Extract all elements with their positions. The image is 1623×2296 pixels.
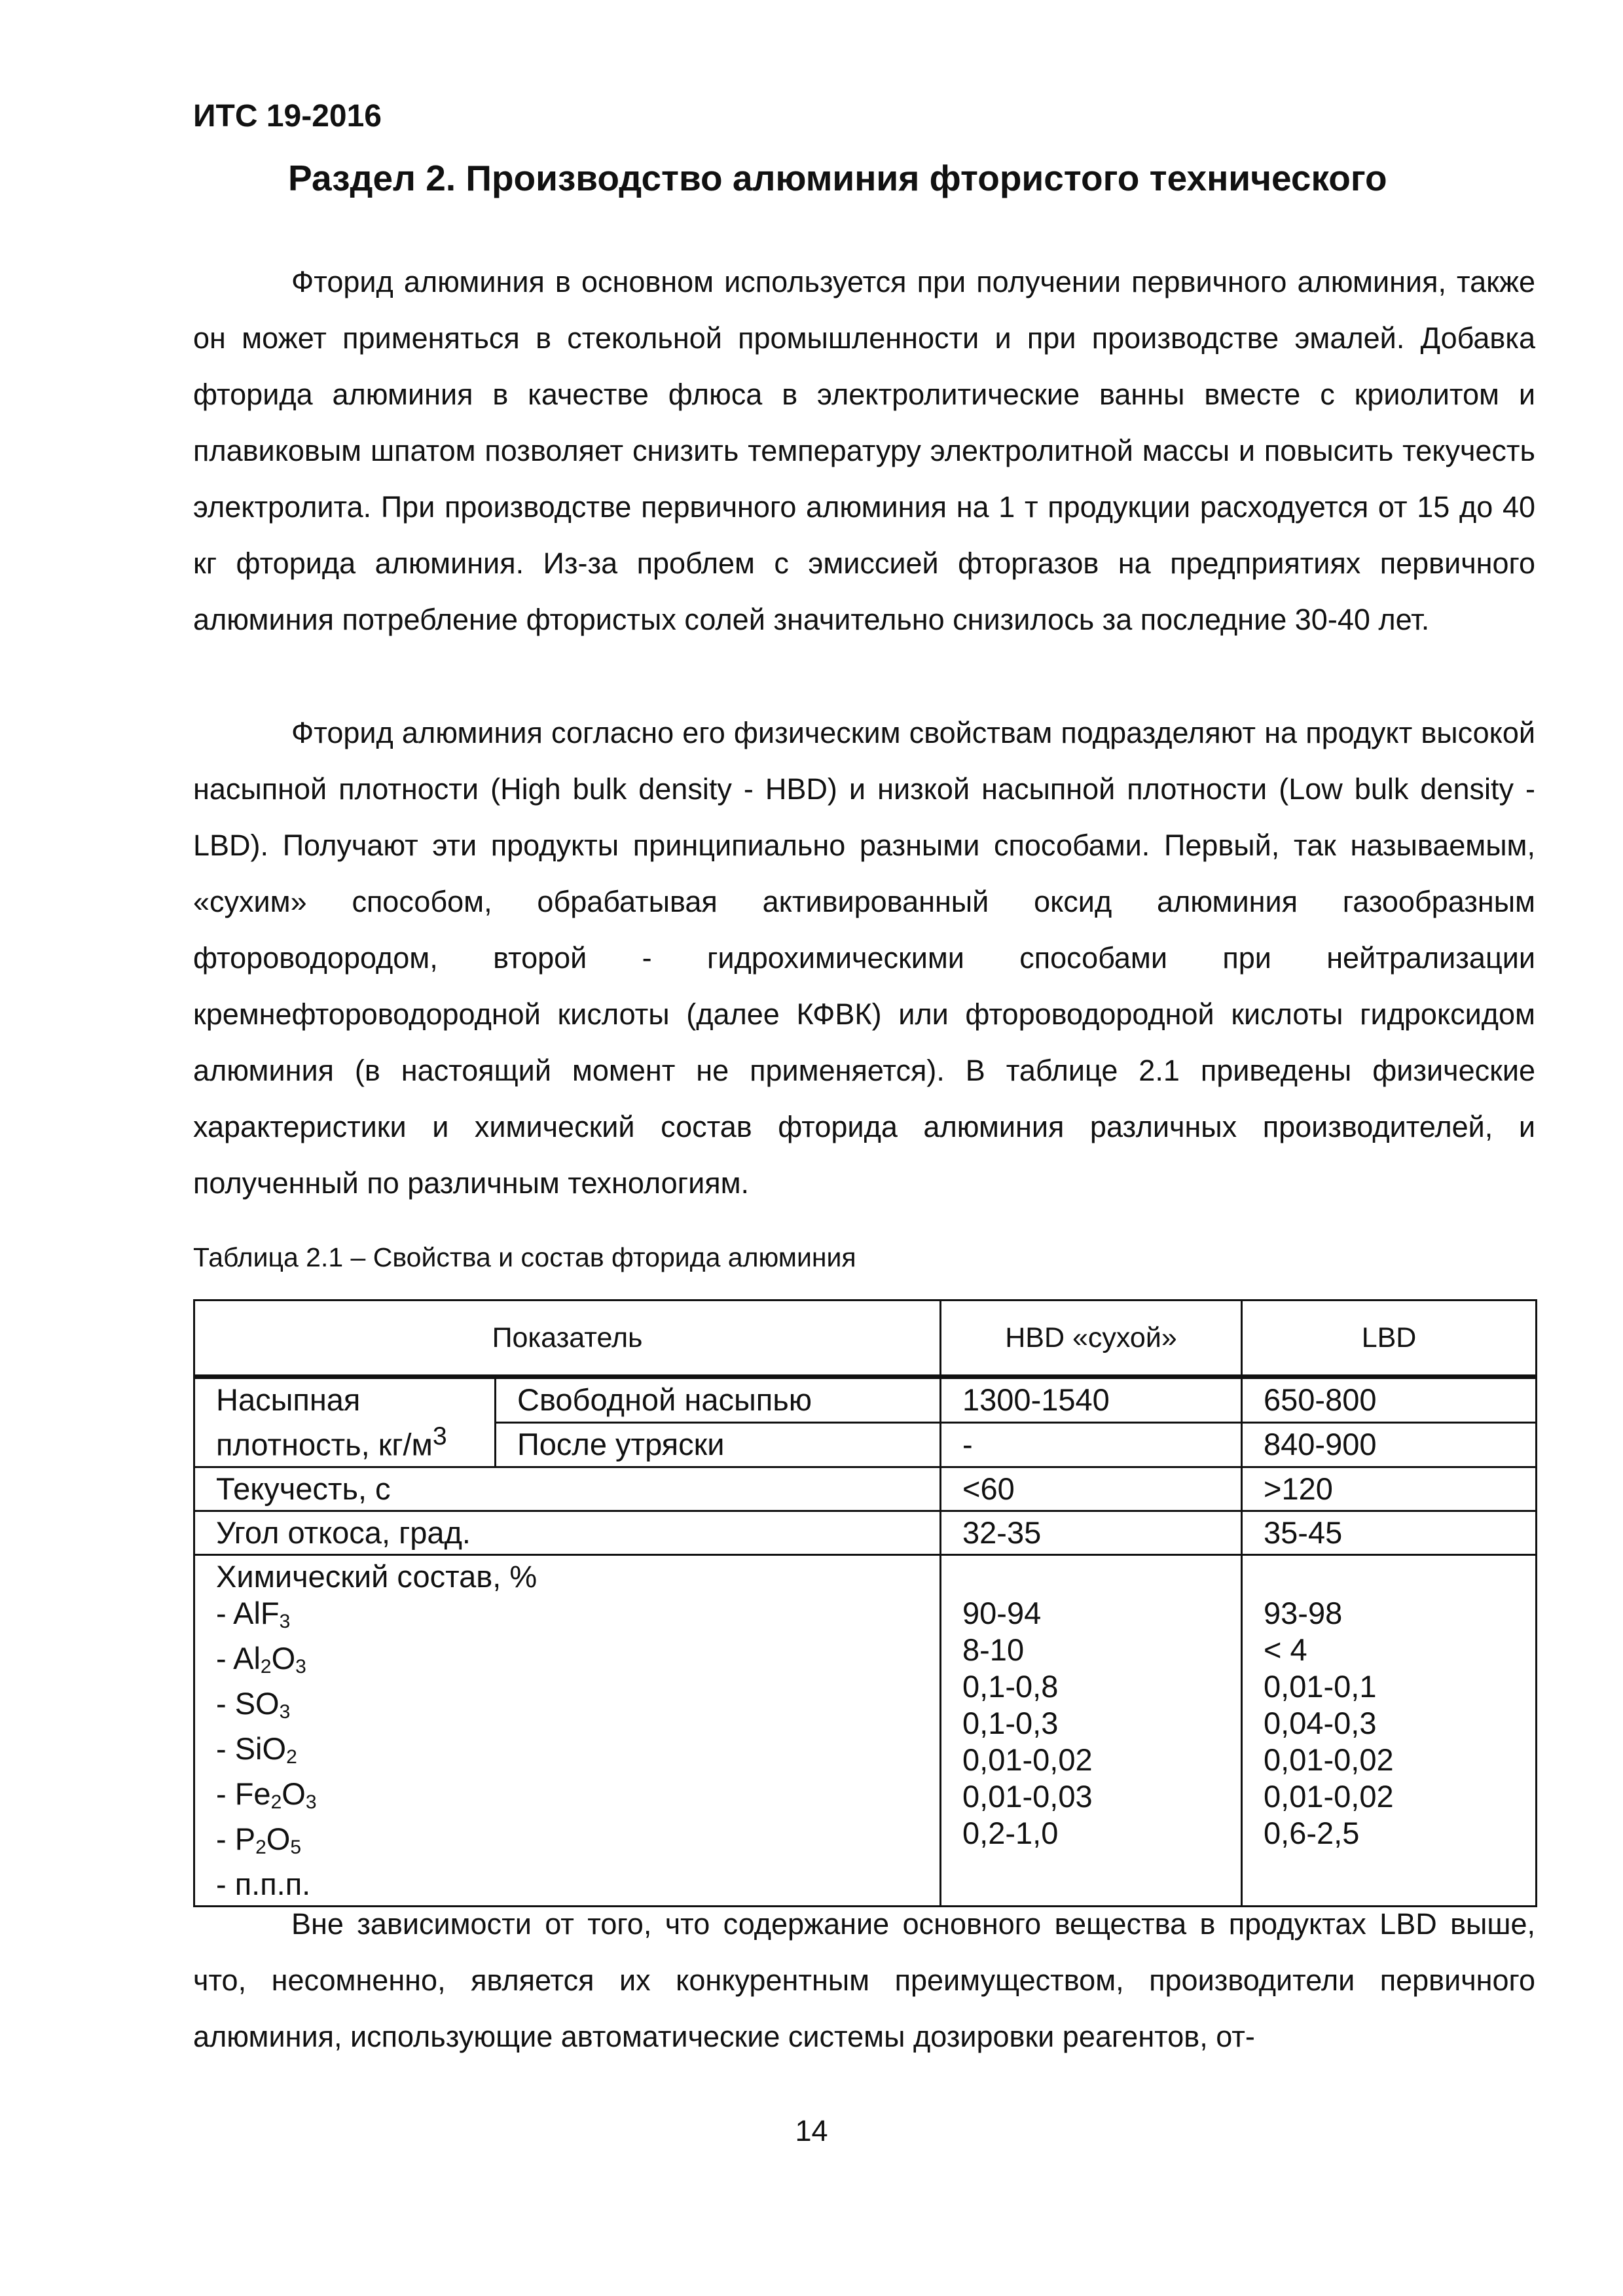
chem-lbd-alf3: 93-98 — [1264, 1595, 1343, 1630]
properties-table — [193, 1299, 1537, 1907]
header-lbd: LBD — [1242, 1300, 1537, 1377]
density-unit-exponent: 3 — [432, 1422, 447, 1450]
chem-hbd-fe2o3: 0,01-0,02 — [962, 1742, 1093, 1777]
chem-lbd-al2o3: < 4 — [1264, 1632, 1307, 1667]
density-label — [194, 1377, 496, 1467]
paragraph-lbd-advantage: Вне зависимости от того, что содержание основного вещества в продуктах LBD выше, что, несомненно, является их конкурентным преимуществом, производители первичного алюминия, использующие автоматические системы дозировки реагентов, от- — [193, 1907, 1535, 2053]
chem-hbd-alf3: 90-94 — [962, 1595, 1042, 1630]
table-row — [194, 1554, 1537, 1906]
density-free-label: Свободной насыпью — [496, 1377, 941, 1423]
density-tapped-hbd: - — [941, 1422, 1242, 1467]
chem-name-al2o3: - $Al_2O_3$ — [216, 1640, 306, 1677]
chem-hbd-ppp: 0,2-1,0 — [962, 1815, 1059, 1850]
chem-name-fe2o3: - $Fe_2O_3$ — [216, 1776, 317, 1813]
table-row — [194, 1467, 1537, 1511]
chemistry-label: Химический состав, % — [216, 1558, 538, 1594]
header-hbd: HBD «сухой» — [941, 1300, 1242, 1377]
chem-name-sio2: - SiO$_2$ — [216, 1731, 297, 1768]
chem-name-alf3: - AlF$_3$ — [216, 1595, 291, 1632]
fluidity-hbd: <60 — [941, 1467, 1242, 1511]
angle-hbd: 32-35 — [941, 1511, 1242, 1554]
chem-name-p2o5: - $P_2O_5$ — [216, 1821, 301, 1858]
chem-hbd-so3: 0,1-0,8 — [962, 1668, 1059, 1704]
fluidity-lbd: >120 — [1242, 1467, 1537, 1511]
chem-hbd-sio2: 0,1-0,3 — [962, 1705, 1059, 1740]
chem-hbd-p2o5: 0,01-0,03 — [962, 1778, 1093, 1814]
chem-lbd-p2o5: 0,01-0,02 — [1264, 1778, 1394, 1814]
table-caption: Таблица 2.1 – Свойства и состав фторида алюминия — [193, 1242, 856, 1272]
table-header-row — [194, 1300, 1537, 1377]
chemistry-lbd-values — [1242, 1554, 1537, 1906]
chem-hbd-al2o3: 8-10 — [962, 1632, 1025, 1667]
chem-name-ppp: - п.п.п. — [216, 1866, 311, 1901]
chemistry-labels — [194, 1554, 941, 1906]
density-label-text: Насыпная плотность, кг/м — [216, 1382, 433, 1462]
chem-name-so3: - $SO_3$ — [216, 1685, 291, 1723]
table-row — [194, 1377, 1537, 1423]
density-free-lbd: 650-800 — [1242, 1377, 1537, 1423]
density-free-hbd: 1300-1540 — [941, 1377, 1242, 1423]
angle-lbd: 35-45 — [1242, 1511, 1537, 1554]
paragraph-hbd-lbd-description: Фторид алюминия согласно его физическим свойствам подразделяют на продукт высокой насыпной плотности (High bulk density - HBD) и низкой насыпной плотности (Low bulk density - LBD). Получают эти продукты принципиально разными способами. Первый, так называемым, «сухим» способом, обрабатывая активированный оксид алюминия газообразным фтороводородом, второй - гидрохимическими способами при нейтрализации кремнефтороводородной кислоты (далее КФВК) или фтороводородной кислоты гидроксидом алюминия (в настоящий момент не применяется). В таблице 2.1 приведены физические характеристики и химический состав фторида алюминия различных производителей, и полученный по различным технологиям. — [193, 716, 1535, 1200]
density-tapped-label: После утряски — [496, 1422, 941, 1467]
page-number: 14 — [795, 2114, 828, 2147]
header-indicator: Показатель — [194, 1300, 941, 1377]
chem-lbd-ppp: 0,6-2,5 — [1264, 1815, 1360, 1850]
table-row — [194, 1511, 1537, 1554]
paragraph-aluminium-fluoride-usage: Фторид алюминия в основном используется при получении первичного алюминия, также он может применяться в стекольной промышленности и при производстве эмалей. Добавка фторида алюминия в качестве флюса в электролитические ванны вместе с криолитом и плавиковым шпатом позволяет снизить температуру электролитной массы и повысить текучесть электролита. При производстве первичного алюминия на 1 т продукции расходуется от 15 до 40 кг фторида алюминия. Из-за проблем с эмиссией фторгазов на предприятиях первичного алюминия потребление фтористых солей значительно снизилось за последние 30-40 лет. — [193, 265, 1535, 636]
fluidity-label: Текучесть, с — [194, 1467, 941, 1511]
chemistry-hbd-values — [941, 1554, 1242, 1906]
section-title: Раздел 2. Производство алюминия фтористого технического — [288, 158, 1387, 198]
chem-lbd-fe2o3: 0,01-0,02 — [1264, 1742, 1394, 1777]
chem-lbd-so3: 0,01-0,1 — [1264, 1668, 1377, 1704]
density-tapped-lbd: 840-900 — [1242, 1422, 1537, 1467]
chem-lbd-sio2: 0,04-0,3 — [1264, 1705, 1377, 1740]
angle-label: Угол откоса, град. — [194, 1511, 941, 1554]
document-code: ИТС 19-2016 — [193, 99, 382, 134]
